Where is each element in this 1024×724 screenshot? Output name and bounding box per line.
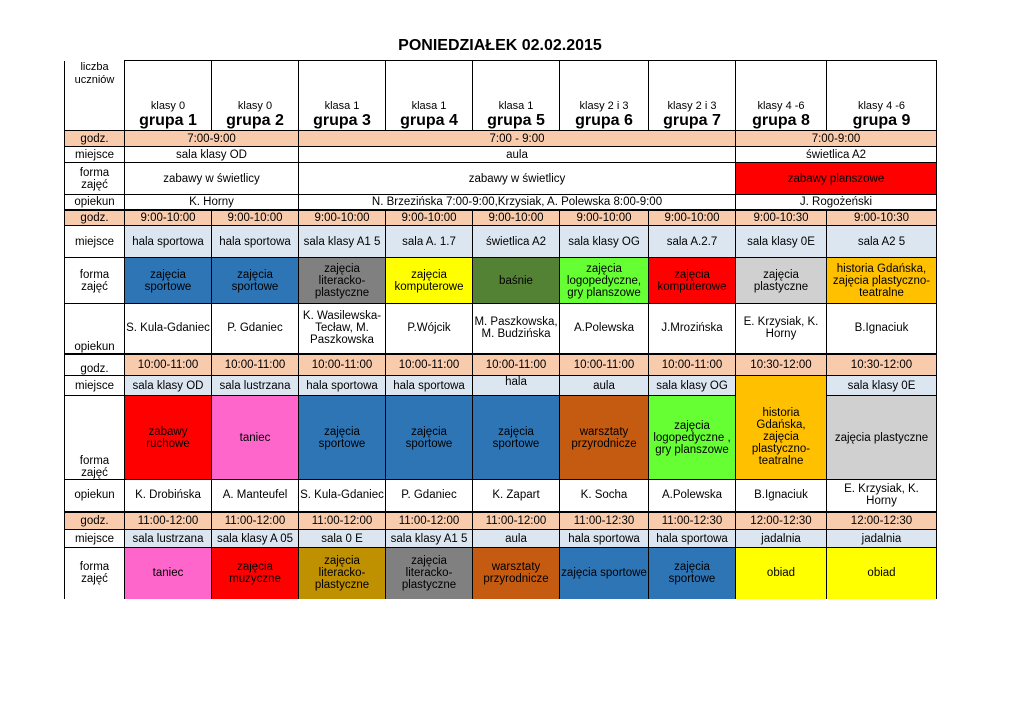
form-cell: zajęcia literacko-plastyczne (386, 548, 473, 599)
form-row (65, 548, 937, 599)
row-label-opiekun: opiekun (65, 304, 125, 354)
form-row (65, 258, 937, 304)
place-cell: sala klasy OG (560, 226, 649, 258)
tutor-cell: A.Polewska (560, 304, 649, 354)
place-cell: świetlica A2 (473, 226, 560, 258)
row-label-godz: godz. (65, 512, 125, 530)
row-label-opiekun: opiekun (65, 480, 125, 512)
place-row (65, 226, 937, 258)
place-cell: hala sportowa (212, 226, 299, 258)
row-label-miejsce: miejsce (65, 530, 125, 548)
tutor-cell: P. Gdaniec (212, 304, 299, 354)
time-cell: 7:00 - 9:00 (299, 131, 736, 147)
place-row (65, 530, 937, 548)
group-name: grupa 3 (313, 112, 371, 129)
time-row (65, 354, 937, 376)
time-cell: 11:00-12:00 (386, 512, 473, 530)
form-cell: zajęcia logopedyczne , gry planszowe (649, 396, 736, 480)
time-cell: 10:00-11:00 (649, 354, 736, 376)
row-label-miejsce: miejsce (65, 376, 125, 396)
time-cell: 11:00-12:00 (125, 512, 212, 530)
form-cell: zajęcia sportowe (212, 258, 299, 304)
form-cell: warsztaty przyrodnicze (560, 396, 649, 480)
place-cell: hala sportowa (299, 376, 386, 396)
time-row (65, 131, 937, 147)
time-cell: 11:00-12:00 (473, 512, 560, 530)
group-name: grupa 2 (226, 112, 284, 129)
form-cell: zajęcia sportowe (386, 396, 473, 480)
form-cell: taniec (212, 396, 299, 480)
place-cell: świetlica A2 (736, 147, 937, 163)
tutor-row (65, 195, 937, 210)
header-row (65, 61, 937, 131)
place-cell: sala klasy OD (125, 147, 299, 163)
group-name: grupa 6 (575, 112, 633, 129)
form-cell: obiad (736, 548, 827, 599)
header-label-top: liczba (80, 60, 109, 73)
form-cell: zabawy ruchowe (125, 396, 212, 480)
place-cell: sala klasy A 05 (212, 530, 299, 548)
form-cell: zajęcia komputerowe (649, 258, 736, 304)
tutor-cell: J. Rogożeński (736, 195, 937, 210)
group-header (827, 61, 937, 131)
place-cell: aula (299, 147, 736, 163)
group-name: grupa 4 (400, 112, 458, 129)
place-cell: sala 0 E (299, 530, 386, 548)
place-cell: sala klasy OD (125, 376, 212, 396)
time-cell: 9:00-10:30 (827, 210, 937, 226)
group-header (212, 61, 299, 131)
group-name: grupa 9 (852, 112, 911, 129)
group-class: klasa 1 (324, 100, 360, 112)
form-cell: obiad (827, 548, 937, 599)
page-title: PONIEDZIAŁEK 02.02.2015 (398, 37, 602, 54)
form-cell: zajęcia sportowe (649, 548, 736, 599)
time-cell: 11:00-12:00 (212, 512, 299, 530)
place-row (65, 147, 937, 163)
tutor-row (65, 304, 937, 354)
tutor-cell: A.Polewska (649, 480, 736, 512)
form-cell: zajęcia muzyczne (212, 548, 299, 599)
form-cell: zajęcia literacko-plastyczne (299, 258, 386, 304)
tutor-cell: E. Krzysiak, K. Horny (736, 304, 827, 354)
group-name: grupa 5 (487, 112, 545, 129)
row-label-godz: godz. (65, 131, 125, 147)
group-class: klasy 4 -6 (757, 100, 805, 112)
tutor-cell: K. Wasilewska-Tecław, M. Paszkowska (299, 304, 386, 354)
tutor-cell: B.Ignaciuk (827, 304, 937, 354)
form-cell: zajęcia sportowe (560, 548, 649, 599)
group-header (649, 61, 736, 131)
row-label-miejsce: miejsce (65, 147, 125, 163)
place-row (65, 376, 937, 396)
place-cell: sala klasy OG (649, 376, 736, 396)
row-label-forma: forma zajęć (65, 163, 125, 195)
tutor-cell: P.Wójcik (386, 304, 473, 354)
time-row (65, 512, 937, 530)
group-class: klasy 0 (237, 100, 273, 112)
form-cell: zabawy planszowe (736, 163, 937, 195)
row-label-godz: godz. (65, 210, 125, 226)
time-cell: 10:00-11:00 (386, 354, 473, 376)
place-cell: jadalnia (736, 530, 827, 548)
place-cell: sala A.2.7 (649, 226, 736, 258)
form-cell: taniec (125, 548, 212, 599)
form-cell: zajęcia sportowe (125, 258, 212, 304)
group-name: grupa 1 (139, 112, 197, 129)
form-cell: zajęcia plastyczne (736, 258, 827, 304)
form-cell: zajęcia logopedyczne, gry planszowe (560, 258, 649, 304)
time-cell: 11:00-12:30 (649, 512, 736, 530)
group-header (736, 61, 827, 131)
group-class: klasy 0 (150, 100, 186, 112)
time-cell: 7:00-9:00 (125, 131, 299, 147)
form-cell: warsztaty przyrodnicze (473, 548, 560, 599)
time-cell: 9:00-10:00 (299, 210, 386, 226)
group-header (299, 61, 386, 131)
time-row (65, 210, 937, 226)
place-cell: sala lustrzana (125, 530, 212, 548)
form-cell: zajęcia komputerowe (386, 258, 473, 304)
group-name: grupa 8 (752, 112, 810, 129)
header-label-bottom: uczniów (74, 73, 115, 86)
form-row (65, 396, 937, 480)
tutor-cell: B.Ignaciuk (736, 480, 827, 512)
form-cell: baśnie (473, 258, 560, 304)
time-cell: 9:00-10:00 (125, 210, 212, 226)
tutor-cell: K. Socha (560, 480, 649, 512)
group-class: klasy 2 i 3 (667, 100, 717, 112)
form-row (65, 163, 937, 195)
time-cell: 9:00-10:00 (473, 210, 560, 226)
form-cell: zajęcia literacko-plastyczne (299, 548, 386, 599)
tutor-cell: N. Brzezińska 7:00-9:00,Krzysiak, A. Polewska 8:00-9:00 (299, 195, 736, 210)
group-class: klasy 2 i 3 (579, 100, 629, 112)
time-cell: 9:00-10:00 (649, 210, 736, 226)
place-cell: sala lustrzana (212, 376, 299, 396)
place-cell: aula (560, 376, 649, 396)
tutor-cell: E. Krzysiak, K. Horny (827, 480, 937, 512)
place-cell: sala klasy A1 5 (299, 226, 386, 258)
group-header (125, 61, 212, 131)
row-label-forma: forma zajęć (65, 396, 125, 480)
place-cell: hala sportowa (125, 226, 212, 258)
time-cell: 7:00-9:00 (736, 131, 937, 147)
time-cell: 10:00-11:00 (473, 354, 560, 376)
form-cell: zajęcia sportowe (299, 396, 386, 480)
time-cell: 11:00-12:30 (560, 512, 649, 530)
group-header (473, 61, 560, 131)
place-cell: jadalnia (827, 530, 937, 548)
tutor-cell: S. Kula-Gdaniec (125, 304, 212, 354)
row-label-forma: forma zajęć (65, 548, 125, 599)
time-cell: 10:00-11:00 (125, 354, 212, 376)
place-cell: hala (473, 376, 560, 396)
time-cell: 12:00-12:30 (736, 512, 827, 530)
time-cell: 9:00-10:00 (386, 210, 473, 226)
tutor-cell: A. Manteufel (212, 480, 299, 512)
time-cell: 11:00-12:00 (299, 512, 386, 530)
group-class: klasy 4 -6 (857, 100, 906, 112)
schedule-table (64, 60, 937, 599)
time-cell: 10:30-12:00 (827, 354, 937, 376)
place-cell: hala sportowa (386, 376, 473, 396)
place-cell: sala klasy 0E (736, 226, 827, 258)
group-name: grupa 7 (663, 112, 721, 129)
group-class: klasa 1 (498, 100, 534, 112)
tutor-cell: J.Mrozińska (649, 304, 736, 354)
header-label (65, 61, 125, 131)
place-cell: sala klasy 0E (827, 376, 937, 396)
form-cell: historia Gdańska, zajęcia plastyczno-teatralne (736, 396, 827, 480)
place-cell: sala klasy A1 5 (386, 530, 473, 548)
form-cell: zajęcia sportowe (473, 396, 560, 480)
form-cell: historia Gdańska, zajęcia plastyczno-teatralne (827, 258, 937, 304)
place-cell: sala A2 5 (827, 226, 937, 258)
time-cell: 10:00-11:00 (299, 354, 386, 376)
place-cell: hala sportowa (649, 530, 736, 548)
group-class: klasa 1 (411, 100, 447, 112)
tutor-cell: M. Paszkowska, M. Budzińska (473, 304, 560, 354)
time-cell: 12:00-12:30 (827, 512, 937, 530)
form-cell: zabawy w świetlicy (299, 163, 736, 195)
tutor-cell: S. Kula-Gdaniec (299, 480, 386, 512)
group-header (560, 61, 649, 131)
place-cell: hala sportowa (560, 530, 649, 548)
tutor-cell: K. Horny (125, 195, 299, 210)
place-cell (736, 376, 827, 396)
tutor-cell: K. Zapart (473, 480, 560, 512)
row-label-godz: godz. (65, 354, 125, 376)
row-label-miejsce: miejsce (65, 226, 125, 258)
time-cell: 9:00-10:00 (560, 210, 649, 226)
tutor-cell: K. Drobińska (125, 480, 212, 512)
tutor-cell: P. Gdaniec (386, 480, 473, 512)
place-cell: aula (473, 530, 560, 548)
form-cell: zajęcia plastyczne (827, 396, 937, 480)
place-cell: sala A. 1.7 (386, 226, 473, 258)
time-cell: 10:00-11:00 (212, 354, 299, 376)
tutor-row (65, 480, 937, 512)
row-label-opiekun: opiekun (65, 195, 125, 210)
time-cell: 9:00-10:00 (212, 210, 299, 226)
row-label-forma: forma zajęć (65, 258, 125, 304)
group-header (386, 61, 473, 131)
time-cell: 10:00-11:00 (560, 354, 649, 376)
time-cell: 10:30-12:00 (736, 354, 827, 376)
form-cell: zabawy w świetlicy (125, 163, 299, 195)
time-cell: 9:00-10:30 (736, 210, 827, 226)
